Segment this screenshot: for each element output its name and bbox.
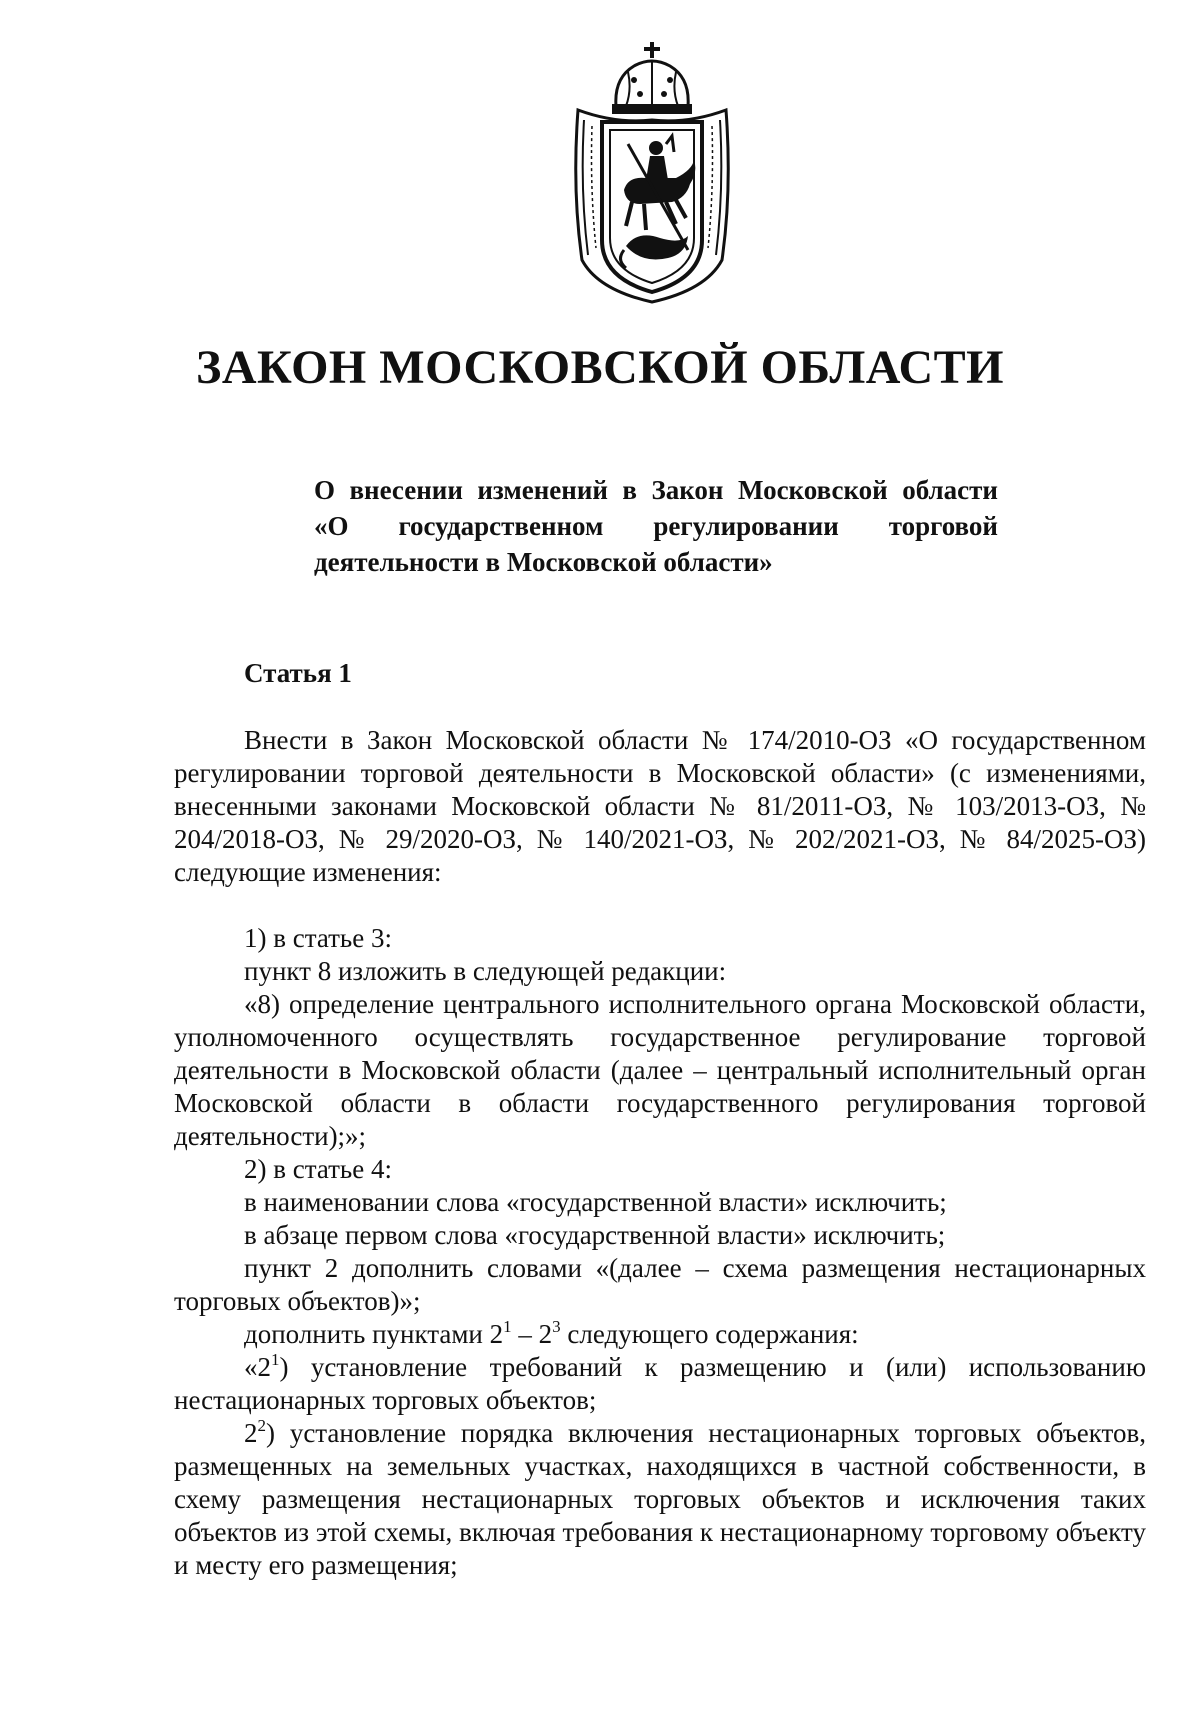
subtitle-line: «О государственном регулировании торговой bbox=[314, 511, 998, 541]
text-run: ) установление порядка включения нестационарных торговых объектов, размещенных на земельных участках, находящихся в частной собственности, в схему размещения нестационарных торговых объектов и исключения таких объектов из этой схемы, включая требования к нестационарному торговому объекту и месту его размещения; bbox=[174, 1418, 1146, 1580]
item-2-line: в абзаце первом слова «государственной власти» исключить; bbox=[244, 1220, 946, 1250]
point-2-2 bbox=[174, 1417, 1146, 1582]
text-run: 2 bbox=[244, 1418, 258, 1448]
item-1-instruction: пункт 8 изложить в следующей редакции: bbox=[244, 956, 727, 986]
item-2-heading: 2) в статье 4: bbox=[244, 1154, 392, 1184]
item-2-line: пункт 2 дополнить словами «(далее – схема размещения нестационарных торговых объектов)»; bbox=[174, 1253, 1146, 1316]
item-1-heading: 1) в статье 3: bbox=[244, 923, 392, 953]
point-2-1 bbox=[174, 1351, 1146, 1417]
text-run: ) установление требований к размещению и (или) использованию нестационарных торговых объектов; bbox=[174, 1352, 1146, 1415]
document-subtitle bbox=[314, 472, 998, 580]
item-2-line: в наименовании слова «государственной власти» исключить; bbox=[244, 1187, 947, 1217]
superscript: 1 bbox=[503, 1317, 512, 1336]
superscript: 2 bbox=[257, 1416, 266, 1435]
subtitle-line: деятельности в Московской области» bbox=[314, 547, 773, 577]
text-run: дополнить пунктами 2 bbox=[244, 1319, 504, 1349]
text-run: – 2 bbox=[511, 1319, 553, 1349]
text-run: «2 bbox=[244, 1352, 271, 1382]
document-title: ЗАКОН МОСКОВСКОЙ ОБЛАСТИ bbox=[195, 341, 1004, 394]
superscript: 3 bbox=[552, 1317, 561, 1336]
coat-of-arms-emblem bbox=[568, 40, 736, 310]
subtitle-line: О внесении изменений в Закон Московской области bbox=[314, 475, 998, 505]
intro-paragraph: Внести в Закон Московской области № 174/2010-ОЗ «О государственном регулировании торговой деятельности в Московской области» (с изменениями, внесенными законами Московской области № 81/2011-ОЗ, № 103/2013-ОЗ, № 204/2018-ОЗ, № 29/2020-ОЗ, № 140/2021-ОЗ, № 202/2021-ОЗ, № 84/2025-ОЗ) следующие изменения: bbox=[174, 725, 1146, 887]
document-body bbox=[174, 724, 1146, 1582]
superscript: 1 bbox=[271, 1350, 280, 1369]
item-1-text: «8) определение центрального исполнительного органа Московской области, уполномоченного осуществлять государственное регулирование торговой деятельности в Московской области (далее – центральный исполнительный орган Московской области в области государственного регулирования торговой деятельности);»; bbox=[174, 989, 1146, 1151]
item-2-add-points bbox=[174, 1318, 1146, 1351]
text-run: следующего содержания: bbox=[560, 1319, 859, 1349]
paragraph-gap bbox=[174, 889, 1146, 922]
article-heading: Статья 1 bbox=[244, 658, 352, 688]
